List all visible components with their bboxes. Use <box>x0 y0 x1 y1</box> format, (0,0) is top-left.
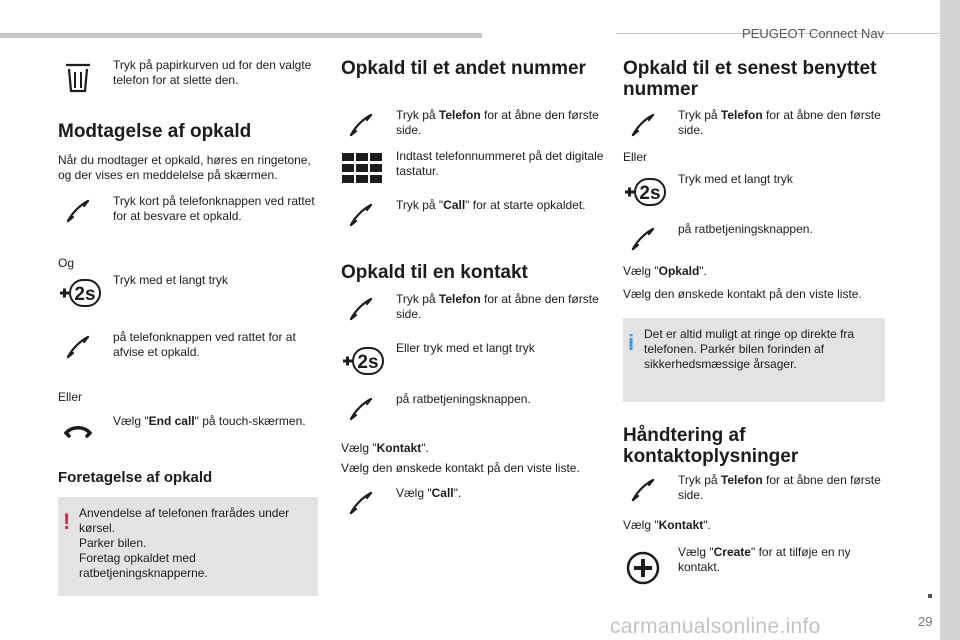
phone-handset-icon <box>58 332 98 362</box>
page-marker <box>928 594 932 598</box>
phone-handset-icon <box>623 110 663 140</box>
steering-text-3: på ratbetjeningsknappen. <box>678 222 813 236</box>
end-call-text: Vælg "End call" på touch-skærmen. <box>113 414 306 428</box>
info-icon: i <box>628 330 635 355</box>
plus-circle-icon <box>623 549 663 587</box>
open-phone-text: Tryk på Telefon for at åbne den første side. <box>396 108 599 137</box>
warning-icon: ! <box>63 509 71 534</box>
steering-text: på ratbetjeningsknappen. <box>396 392 531 406</box>
header-title: PEUGEOT Connect Nav <box>742 26 885 41</box>
info-note <box>623 318 885 402</box>
warning-note <box>58 497 318 596</box>
eller-label: Eller <box>58 390 83 404</box>
long-press-text: Tryk med et langt tryk <box>113 273 228 287</box>
page-number: 29 <box>918 614 933 629</box>
warning-text: Anvendelse af telefonen frarådes under kørsel. Parker bilen. Foretag opkaldet med ratbetjeningsknapperne. <box>79 506 290 580</box>
heading-call-contact: Opkald til en kontakt <box>341 262 528 283</box>
phone-handset-icon <box>341 294 381 324</box>
start-call-text: Tryk på "Call" for at starte opkaldet. <box>396 198 586 212</box>
phone-handset-icon <box>623 475 663 505</box>
trash-icon <box>58 62 98 92</box>
phone-handset-icon <box>341 394 381 424</box>
hangup-icon <box>58 416 98 446</box>
open-phone-text-3: Tryk på Telefon for at åbne den første side. <box>678 108 881 137</box>
open-phone-text-2: Tryk på Telefon for at åbne den første side. <box>396 292 599 321</box>
heading-make-call: Foretagelse af opkald <box>58 469 213 486</box>
select-kontakt-text-3: Vælg "Kontakt". <box>623 518 711 532</box>
svg-text:2s: 2s <box>639 183 661 204</box>
long-press-2s-icon <box>623 177 667 207</box>
heading-call-other-number: Opkald til et andet nummer <box>341 58 586 79</box>
create-contact-text: Vælg "Create" for at tilføje en ny kontakt. <box>678 545 851 574</box>
page-edge-strip <box>940 0 960 640</box>
choose-contact-text: Vælg den ønskede kontakt på den viste liste. <box>341 461 580 475</box>
select-opkald-text: Vælg "Opkald". <box>623 264 707 278</box>
og-label: Og <box>58 256 75 270</box>
choose-contact-text-3: Vælg den ønskede kontakt på den viste liste. <box>623 287 862 301</box>
info-text: Det er altid muligt at ringe op direkte fra telefonen. Parkér bilen forinden af sikkerhedsmæssige årsager. <box>644 327 855 371</box>
keypad-text: Indtast telefonnummeret på det digitale tastatur. <box>396 149 604 178</box>
watermark: carmanualsonline.info <box>610 615 821 638</box>
select-call-text: Vælg "Call". <box>396 486 462 500</box>
heading-manage-contacts: Håndtering af kontaktoplysninger <box>623 425 799 467</box>
long-press-2s-icon <box>341 346 385 376</box>
open-phone-text-4: Tryk på Telefon for at åbne den første side. <box>678 473 881 502</box>
phone-handset-icon <box>341 110 381 140</box>
receive-intro: Når du modtager et opkald, høres en ringetone, og der vises en meddelelse på skærmen. <box>58 153 311 182</box>
svg-text:2s: 2s <box>74 284 96 305</box>
answer-text: Tryk kort på telefonknappen ved rattet for at besvare et opkald. <box>113 194 315 223</box>
reject-text: på telefonknappen ved rattet for at afvise et opkald. <box>113 330 296 359</box>
heading-receive-call: Modtagelse af opkald <box>58 121 252 142</box>
keypad-icon <box>341 153 383 183</box>
long-press-2s-icon <box>58 278 102 308</box>
select-kontakt-text: Vælg "Kontakt". <box>341 441 429 455</box>
trash-text: Tryk på papirkurven ud for den valgte telefon for at slette den. <box>113 58 312 87</box>
heading-call-recent: Opkald til et senest benyttet nummer <box>623 58 877 100</box>
phone-handset-icon <box>341 200 381 230</box>
header-bar <box>0 33 482 38</box>
eller-label-3: Eller <box>623 150 648 164</box>
or-long-press-text: Eller tryk med et langt tryk <box>396 341 535 355</box>
phone-handset-icon <box>341 488 381 518</box>
svg-text:2s: 2s <box>357 352 379 373</box>
long-press-text-3: Tryk med et langt tryk <box>678 172 793 186</box>
phone-handset-icon <box>58 196 98 226</box>
phone-handset-icon <box>623 224 663 254</box>
